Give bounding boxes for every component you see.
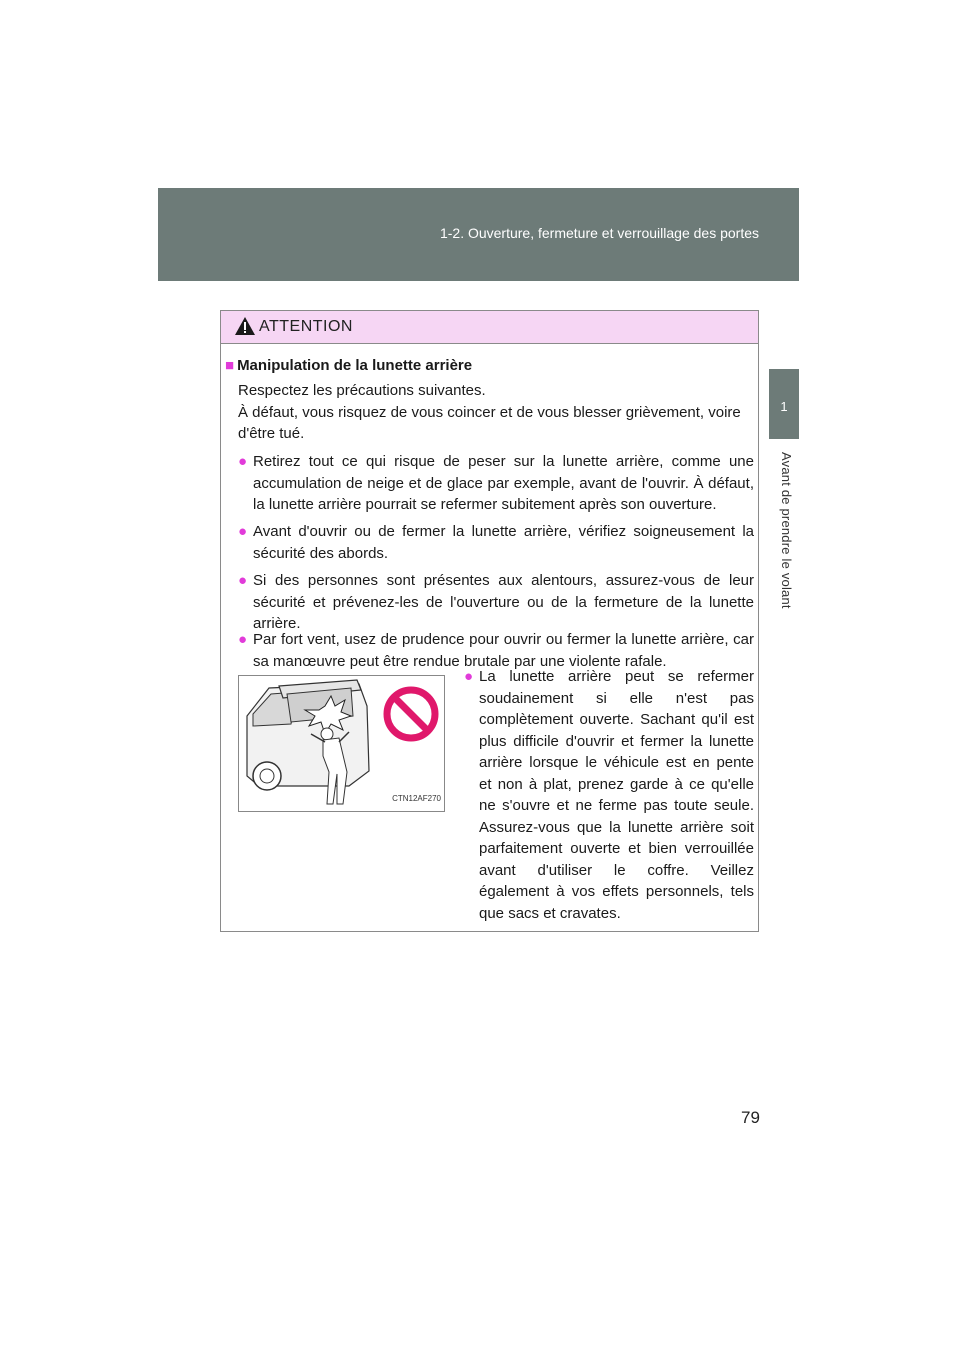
section-heading-text: Manipulation de la lunette arrière <box>237 357 473 374</box>
circle-bullet-icon: ● <box>238 453 248 470</box>
header-band <box>158 188 799 281</box>
section-heading <box>225 355 472 377</box>
bullet-text: La lunette arrière peut se refermer soudainement si elle n'est pas complètement ouverte. Sachant qu'il est plus difficile d'ouvrir et fermer la lunette arrière lorsque le véhicule est en pente et non à plat, prenez garde à ce qu'elle ne s'ouvre et ne ferme pas toute seule. Assurez-vous que la lunette arrière soit parfaitement ouverte et bien verrouillée avant d'utiliser le coffre. Veillez également à vos effets personnels, tels que sacs et cravates. <box>479 668 754 922</box>
intro-line-1: Respectez les précautions suivantes. <box>238 382 486 399</box>
intro-text <box>238 380 754 445</box>
circle-bullet-icon: ● <box>238 523 248 540</box>
bullet-text: Si des personnes sont présentes aux alentours, assurez-vous de leur sécurité et prévenez-les de l'ouverture ou de la fermeture de la lunette arrière. <box>253 572 754 632</box>
bullet-item <box>238 451 754 516</box>
warning-header <box>221 311 758 344</box>
square-bullet-icon: ■ <box>225 357 235 374</box>
bullet-text: Retirez tout ce qui risque de peser sur la lunette arrière, comme une accumulation de neige et de glace par exemple, avant de l'ouvrir. À défaut, la lunette arrière pourrait se refermer subitement après son ouverture. <box>253 453 754 513</box>
intro-line-2: À défaut, vous risquez de vous coincer et de vous blesser grièvement, voire d'être tué. <box>238 403 741 442</box>
circle-bullet-icon: ● <box>464 668 474 685</box>
page-number: 79 <box>741 1108 760 1127</box>
chapter-number: 1 <box>780 399 788 414</box>
section-title: 1-2. Ouverture, fermeture et verrouillage des portes <box>439 225 759 241</box>
bullet-item <box>238 570 754 635</box>
circle-bullet-icon: ● <box>238 572 248 589</box>
figure-code: CTN12AF270 <box>392 793 441 803</box>
chapter-label: Avant de prendre le volant <box>779 452 794 609</box>
bullet-text: Par fort vent, usez de prudence pour ouvrir ou fermer la lunette arrière, car sa manœuvre peut être rendue brutale par une violente rafale. <box>253 631 754 670</box>
warning-title: ATTENTION <box>259 318 353 335</box>
tailgate-illustration <box>238 675 445 812</box>
warning-box <box>220 310 759 932</box>
chapter-tab <box>769 369 799 439</box>
bullet-item <box>464 666 754 924</box>
warning-triangle-icon <box>234 316 256 336</box>
bullet-text: Avant d'ouvrir ou de fermer la lunette arrière, vérifiez soigneusement la sécurité des abords. <box>253 523 754 562</box>
warning-content <box>221 344 758 931</box>
bullet-item <box>238 521 754 564</box>
circle-bullet-icon: ● <box>238 631 248 648</box>
